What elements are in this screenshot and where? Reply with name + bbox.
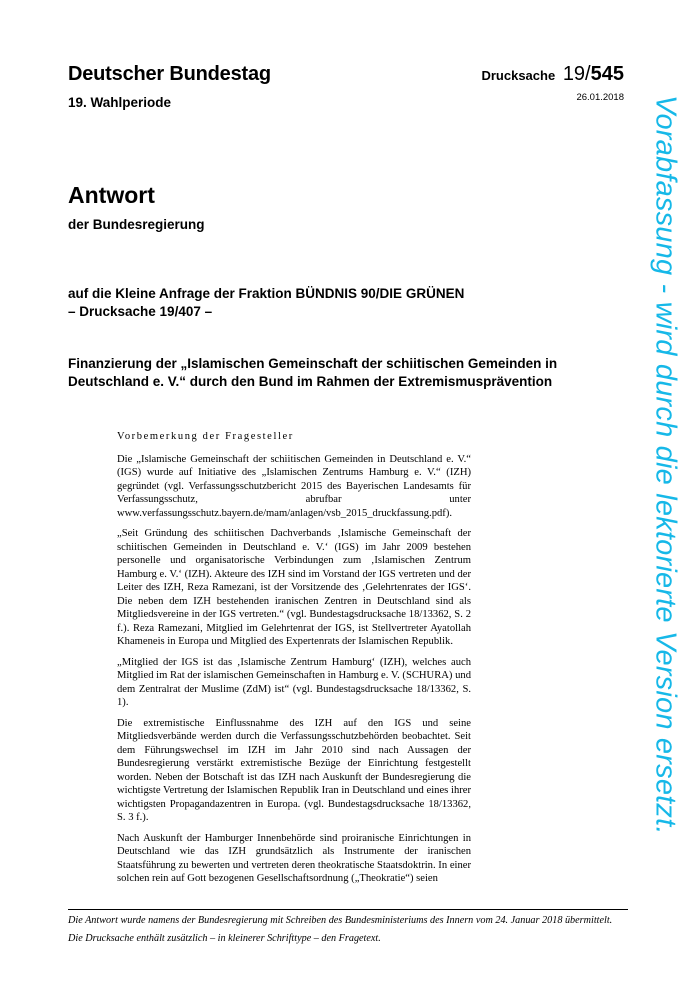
document-date: 26.01.2018 <box>576 92 624 103</box>
drucksache-block <box>481 63 624 103</box>
answer-heading <box>68 182 205 232</box>
body-paragraph-5: Nach Auskunft der Hamburger Innenbehörde sind proiranische Einrichtungen in Deutschland wie das IZH grundsätzlich als Instrumente der iranischen Staatsführung zu bewerten und vertreten deren theokratische Staatsdoktrin. In einer solchen rein auf Gott bezogenen Gesellschaftsordnung („Theokratie“) seien <box>117 832 471 884</box>
footer-notes <box>68 914 628 950</box>
body-paragraph-2: „Seit Gründung des schiitischen Dachverbands ‚Islamische Gemeinschaft der schiitischen Gemeinden in Deutschland e. V.‘ (IGS) im Jahr 2009 bestehen personelle und organisatorische Verbindungen zum ‚Islamischen Zentrum Hamburg e. V.‘ (IZH). Akteure des IZH sind im Vorstand der IGS vertreten und der Leiter des IZH, Reza Ramezani, ist der Vorsitzende des ‚Gelehrtenrates der IGS‘. Die neben dem IZH bestehenden iranischen Zentren in Deutschland sind als Mitgliedsvereine in der IGS vertreten.“ (vgl. Bundestagsdrucksache 18/13362, S. 2 f.). Reza Ramezani, Mitglied im Gelehrtenrat der IGS, ist Stellvertreter Ayatollah Khameneis in Europa und Mitglied des Expertenrats der Islamischen Republik. <box>117 528 471 647</box>
legislative-period: 19. Wahlperiode <box>68 95 172 110</box>
inquiry-line-2: – Drucksache 19/407 – <box>68 304 213 319</box>
footer-note-2: Die Drucksache enthält zusätzlich – in kleinerer Schrifttype – den Fragetext. <box>68 933 381 944</box>
footer-divider <box>68 909 628 910</box>
answer-subtitle: der Bundesregierung <box>68 217 205 232</box>
body-paragraph-3: „Mitglied der IGS ist das ‚Islamische Zentrum Hamburg‘ (IZH), welches auch Mitglied im Rat der islamischen Gemeinschaften in Hamburg e. V. (SCHURA) und dem Zentralrat der Muslime (ZdM) ist“ (vgl. Bundestagsdrucksache 18/13362, S. 1). <box>117 656 471 708</box>
drucksache-number <box>563 63 624 85</box>
body-paragraph-1: Die „Islamische Gemeinschaft der schiitischen Gemeinden in Deutschland e. V.“ (IGS) wurde auf Initiative des „Islamischen Zentrums Hamburg e. V.“ (IZH) gegründet (vgl. Verfassungsschutzbericht 2015 des Bayerischen Landesamts für Verfassungsschutz, abrufbar unter www.verfassungsschutz.bayern.de/mam/anlagen/vsb_2015_druckfassung.pdf). <box>117 453 471 519</box>
drucksache-label: Drucksache <box>481 68 556 83</box>
drucksache-number-bold: 545 <box>590 63 624 85</box>
watermark-text: Vorabfassung - wird durch die lektorierte Version ersetzt. <box>649 95 682 835</box>
preliminary-remark-heading: Vorbemerkung der Fragesteller <box>117 431 294 442</box>
drucksache-prefix: 19/ <box>562 63 591 85</box>
preliminary-version-watermark <box>645 95 685 895</box>
answer-title: Antwort <box>68 182 155 208</box>
footer-note-1: Die Antwort wurde namens der Bundesregierung mit Schreiben des Bundesministeriums des Innern vom 24. Januar 2018 übermittelt. <box>68 915 613 926</box>
parliament-title: Deutscher Bundestag <box>68 63 271 85</box>
body-paragraph-4: Die extremistische Einflussnahme des IZH auf den IGS und seine Mitgliedsverbände werden durch die Verfassungsschutzbehörden beobachtet. Seit dem Führungswechsel im IZH im Jahr 2010 sind nach Aussagen der Bundesregierung verstärkt extremistische Bezüge der Einrichtung festgestellt worden. Neben der Botschaft ist das IZH nach Auskunft der Bundesregierung die wichtigste Vertretung der Islamischen Republik Iran in Deutschland und eines ihrer wichtigsten Propagandazentren in Europa. (vgl. Bundestagsdrucksache 18/13362, S. 3 f.). <box>117 717 471 823</box>
document-subject: Finanzierung der „Islamischen Gemeinschaft der schiitischen Gemeinden in Deutschland e. V.“ durch den Bund im Rahmen der Extremismusprävention <box>68 356 558 389</box>
document-header <box>68 63 271 110</box>
inquiry-reference <box>68 285 464 321</box>
drucksache-line <box>481 63 624 86</box>
body-text <box>117 430 471 893</box>
inquiry-line-1: auf die Kleine Anfrage der Fraktion BÜNDNIS 90/DIE GRÜNEN <box>68 286 465 301</box>
